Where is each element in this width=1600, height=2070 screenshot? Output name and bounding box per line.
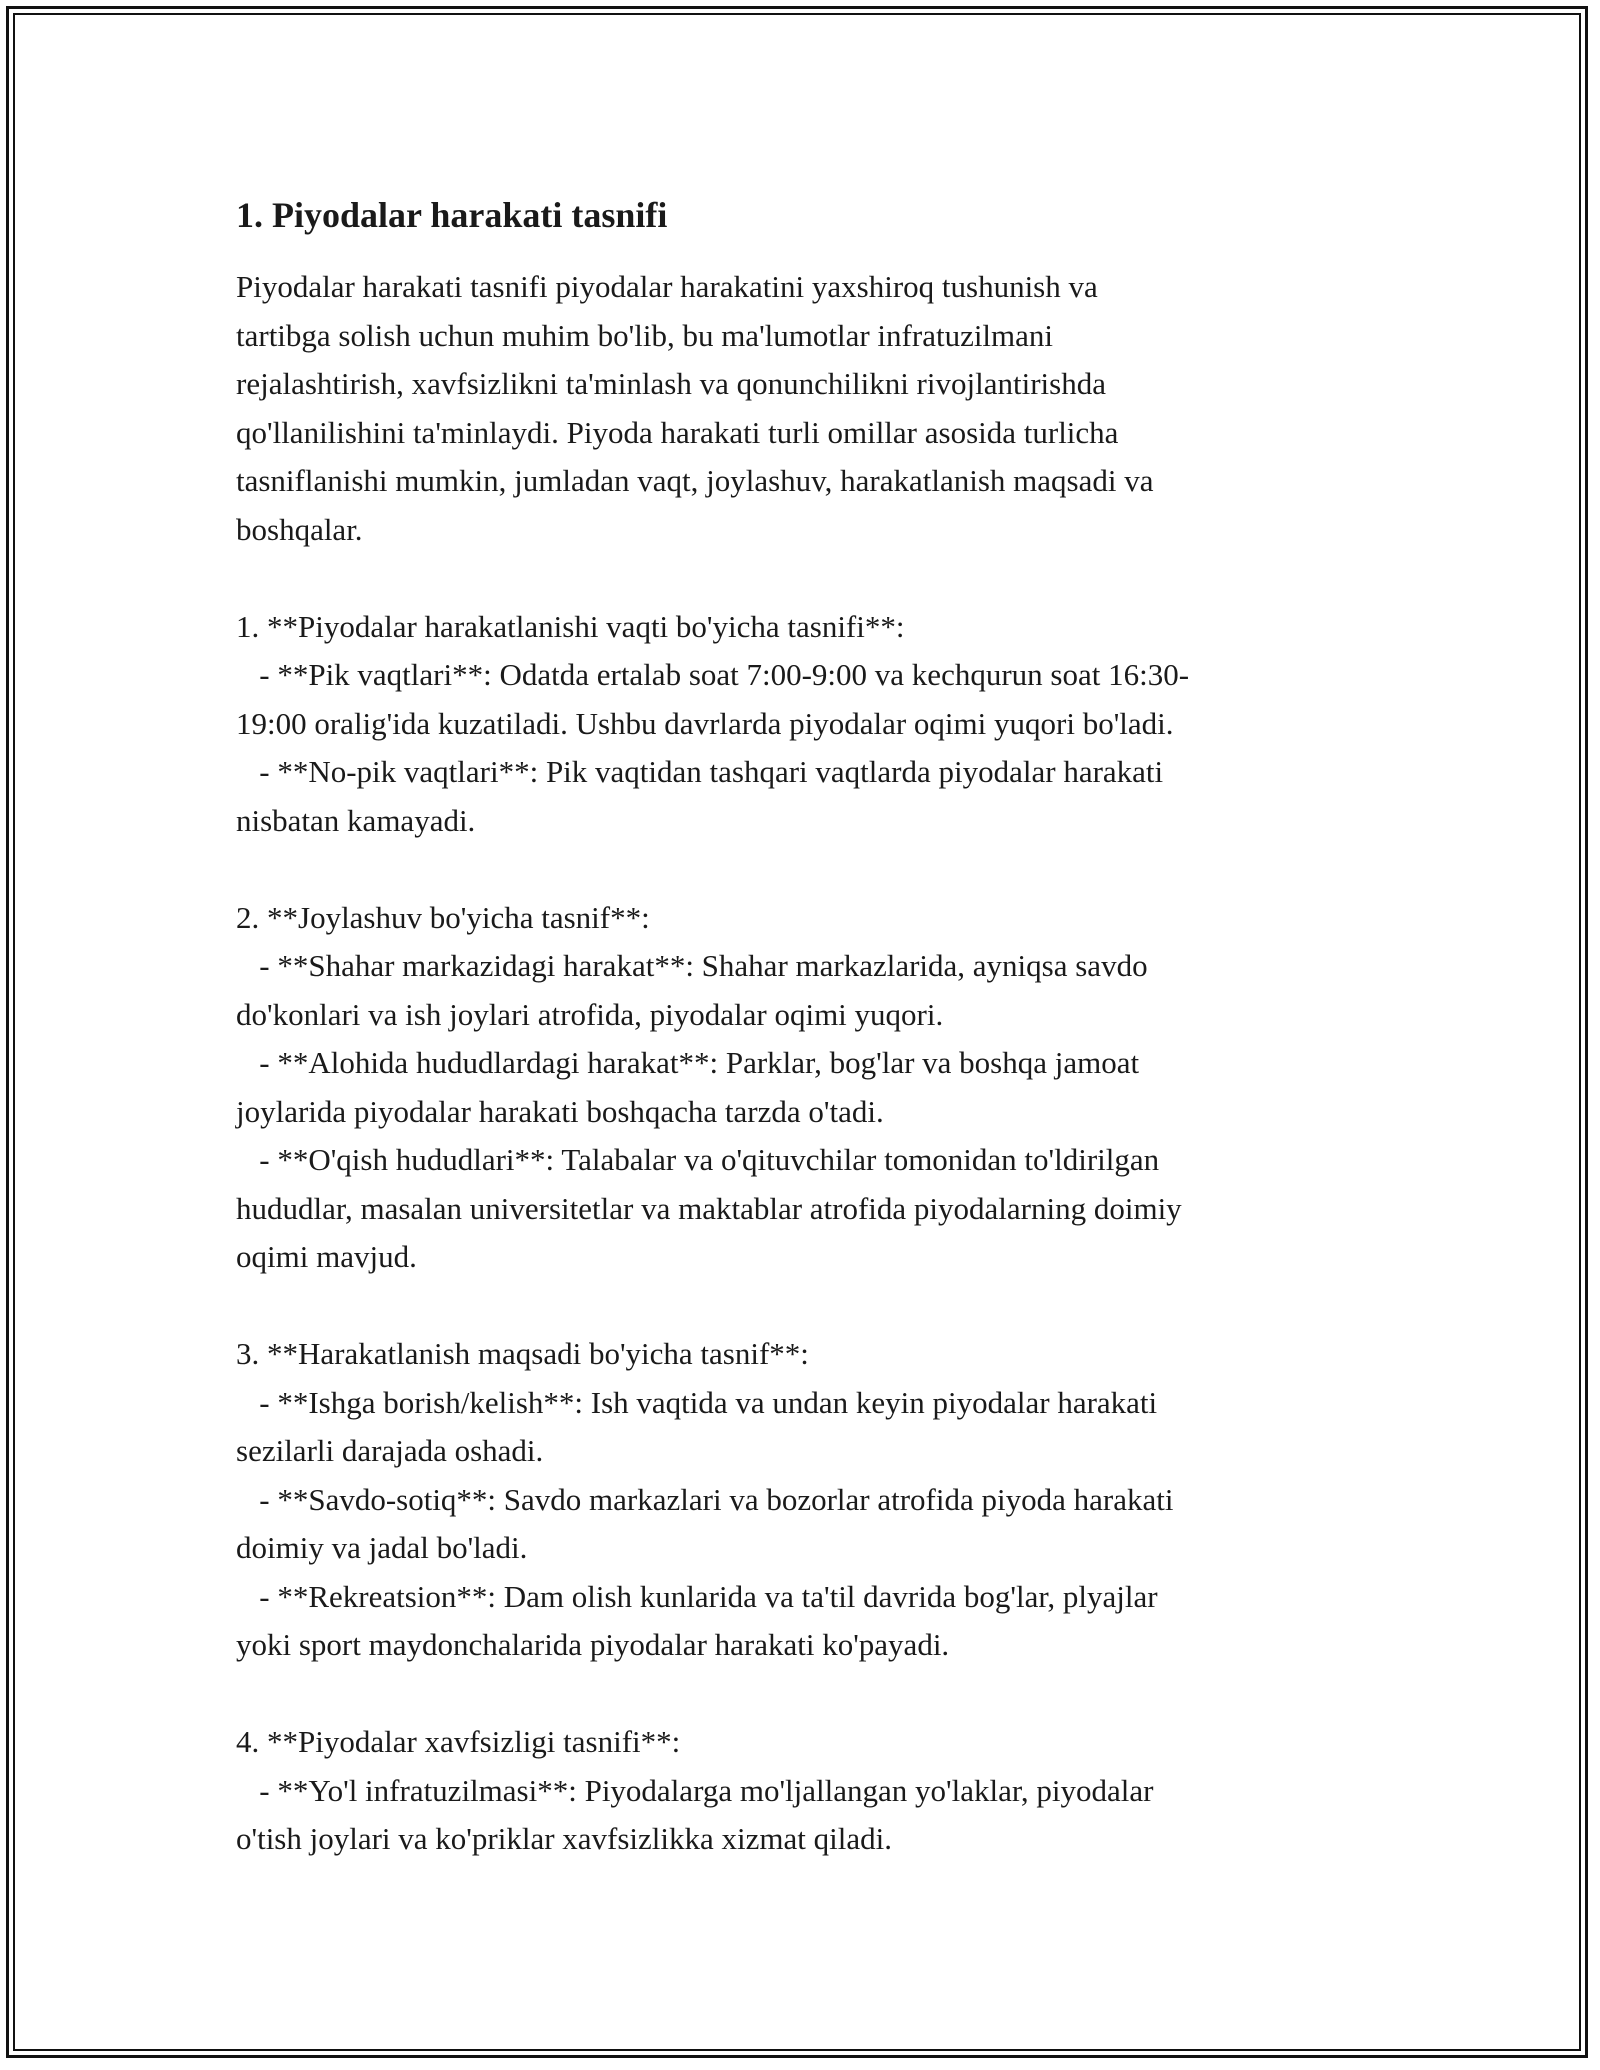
list-item-line: - **Savdo-sotiq**: Savdo markazlari va bozorlar atrofida piyoda harakati [236, 1481, 1174, 1517]
list-item-line: doimiy va jadal bo'ladi. [236, 1530, 528, 1565]
list-item-line: - **Pik vaqtlari**: Odatda ertalab soat 7:00-9:00 va kechqurun soat 16:30- [236, 657, 1190, 692]
paragraph-gap [236, 554, 1366, 603]
list-heading-safety: 4. **Piyodalar xavfsizligi tasnifi**: [236, 1724, 681, 1759]
list-item-line: do'konlari va ish joylari atrofida, piyodalar oqimi yuqori. [236, 996, 944, 1032]
list-item-line: yoki sport maydonchalarida piyodalar harakati ko'payadi. [236, 1627, 950, 1662]
list-item-line: - **Yo'l infratuzilmasi**: Piyodalarga mo'ljallangan yo'laklar, piyodalar [236, 1772, 1154, 1808]
intro-line: qo'llanilishini ta'minlaydi. Piyoda harakati turli omillar asosida turlicha [236, 414, 1119, 450]
list-item-line: - **Rekreatsion**: Dam olish kunlarida va ta'til davrida bog'lar, plyajlar [236, 1578, 1158, 1614]
list-item-line: - **No-pik vaqtlari**: Pik vaqtidan tashqari vaqtlarda piyodalar harakati [236, 754, 1164, 789]
list-item-line: nisbatan kamayadi. [236, 802, 476, 838]
list-item-line: sezilarli darajada oshadi. [236, 1433, 544, 1468]
intro-line: rejalashtirish, xavfsizlikni ta'minlash va qonunchilikni rivojlantirishda [236, 366, 1106, 401]
intro-line: tartibga solish uchun muhim bo'lib, bu ma'lumotlar infratuzilmani [236, 317, 1054, 353]
list-item-line: - **O'qish hududlari**: Talabalar va o'qituvchilar tomonidan to'ldirilgan [236, 1142, 1160, 1177]
list-item-line: 19:00 oralig'ida kuzatiladi. Ushbu davrlarda piyodalar oqimi yuqori bo'ladi. [236, 705, 1174, 741]
list-heading-purpose: 3. **Harakatlanish maqsadi bo'yicha tasnif**: [236, 1336, 809, 1371]
list-item-line: joylarida piyodalar harakati boshqacha tarzda o'tadi. [236, 1093, 884, 1129]
list-heading-time: 1. **Piyodalar harakatlanishi vaqti bo'yicha tasnifi**: [236, 608, 905, 644]
list-item-line: hududlar, masalan universitetlar va maktablar atrofida piyodalarning doimiy [236, 1190, 1182, 1226]
intro-line: tasniflanishi mumkin, jumladan vaqt, joylashuv, harakatlanish maqsadi va [236, 463, 1154, 498]
list-item-line: o'tish joylari va ko'priklar xavfsizlikka xizmat qiladi. [236, 1821, 892, 1856]
list-item-line: oqimi mavjud. [236, 1239, 417, 1274]
list-item-line: - **Alohida hududlardagi harakat**: Parklar, bog'lar va boshqa jamoat [236, 1045, 1140, 1080]
section-heading: 1. Piyodalar harakati tasnifi [236, 195, 668, 235]
list-item-line: - **Shahar markazidagi harakat**: Shahar markazlarida, ayniqsa savdo [236, 948, 1148, 983]
intro-line: boshqalar. [236, 511, 363, 547]
paragraph-gap [236, 1670, 1366, 1719]
document-body [236, 190, 1366, 1864]
paragraph-gap [236, 845, 1366, 894]
paragraph-gap [236, 1282, 1366, 1331]
list-item-line: - **Ishga borish/kelish**: Ish vaqtida va undan keyin piyodalar harakati [236, 1384, 1158, 1420]
intro-line: Piyodalar harakati tasnifi piyodalar harakatini yaxshiroq tushunish va [236, 269, 1098, 304]
document-text [236, 263, 1366, 1864]
list-heading-location: 2. **Joylashuv bo'yicha tasnif**: [236, 899, 650, 935]
